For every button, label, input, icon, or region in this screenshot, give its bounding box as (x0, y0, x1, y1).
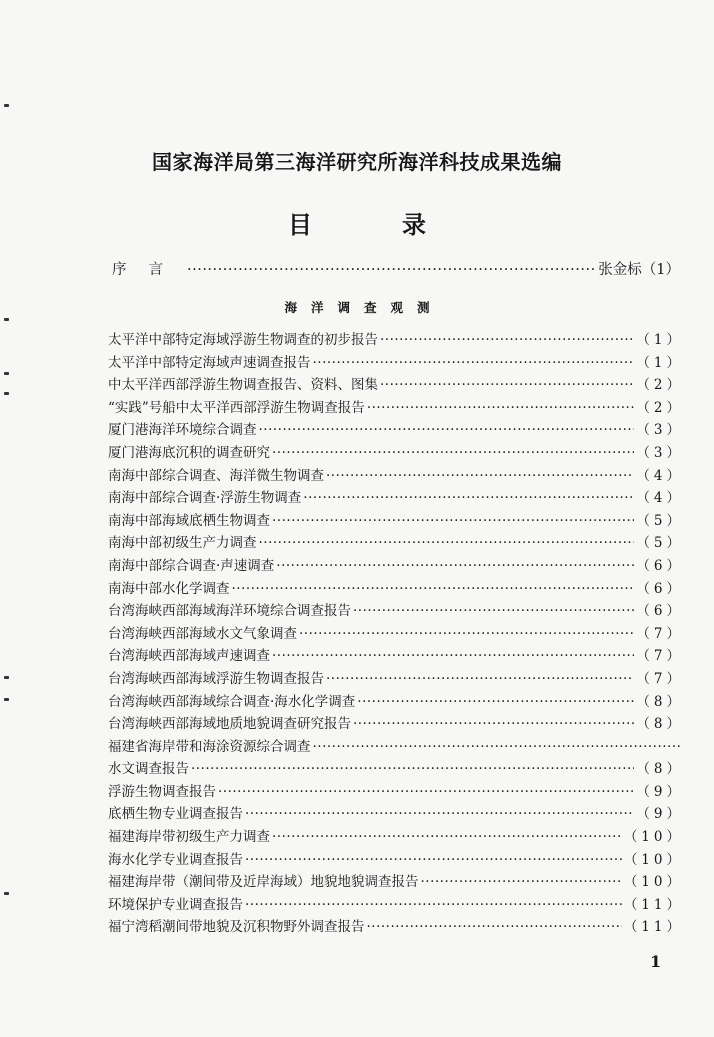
toc-entry[interactable] (108, 644, 684, 667)
dot-leader (380, 332, 634, 348)
toc-entry-page: （7） (636, 648, 684, 665)
toc-entry-page: （11） (623, 896, 684, 913)
toc-entry-title: 底栖生物专业调查报告 (108, 806, 243, 823)
toc-entry-title: 台湾海峡西部海域地质地貌调查研究报告 (108, 716, 351, 733)
dot-leader (232, 581, 635, 597)
toc-entry-title: 南海中部综合调查、海洋微生物调查 (108, 467, 324, 484)
toc-entry-page: （8） (636, 693, 684, 710)
margin-mark (4, 372, 9, 375)
toc-entry[interactable] (108, 486, 684, 509)
toc-entry-page: （1） (636, 332, 684, 348)
toc-entry-page: （4） (636, 467, 684, 484)
toc-entry-page: （9） (636, 783, 684, 800)
toc-entry[interactable] (108, 802, 684, 825)
dot-leader (326, 671, 634, 687)
toc-entry-title: 台湾海峡西部海域浮游生物调查报告 (108, 670, 324, 687)
toc-entry-page: （8） (636, 761, 684, 778)
toc-entry-title: 浮游生物调查报告 (108, 783, 216, 800)
section-heading: 海洋调查观测 (284, 300, 444, 315)
toc-entry[interactable] (108, 757, 684, 780)
toc-entry-page: （6） (636, 580, 684, 597)
toc-entry-page: （9） (636, 806, 684, 823)
margin-mark (4, 676, 9, 679)
toc-entry-title: 南海中部综合调查·声速调查 (108, 557, 275, 574)
toc-entry-list (108, 328, 684, 938)
toc-entry[interactable] (108, 893, 684, 916)
toc-entry[interactable] (108, 690, 684, 713)
preface-label: 序言 (112, 262, 185, 278)
dot-leader (187, 262, 596, 278)
toc-entry-page: （7） (636, 670, 684, 687)
toc-entry-title: 台湾海峡西部海域声速调查 (108, 648, 270, 665)
toc-entry[interactable] (108, 825, 684, 848)
document-title: 国家海洋局第三海洋研究所海洋科技成果选编 (152, 150, 562, 174)
toc-entry[interactable] (108, 577, 684, 600)
toc-entry[interactable] (108, 554, 684, 577)
toc-entry[interactable] (108, 915, 684, 938)
toc-entry[interactable] (108, 531, 684, 554)
toc-entry-page: （10） (623, 851, 684, 868)
toc-entry[interactable] (108, 870, 684, 893)
dot-leader (353, 716, 634, 732)
toc-entry[interactable] (108, 441, 684, 464)
toc-entry-page: （5） (636, 512, 684, 529)
toc-entry[interactable] (108, 622, 684, 645)
margin-mark (4, 104, 9, 107)
dot-leader (272, 513, 634, 529)
page-number: 1 (650, 952, 662, 971)
toc-entry-page: （2） (636, 399, 684, 416)
toc-entry-title: 环境保护专业调查报告 (108, 896, 243, 913)
margin-mark (4, 698, 9, 701)
dot-leader (259, 422, 635, 438)
dot-leader (259, 535, 635, 551)
dot-leader (245, 852, 622, 868)
toc-entry-page: （11） (623, 919, 684, 936)
toc-entry-title: 台湾海峡西部海域水文气象调查 (108, 625, 297, 642)
dot-leader (245, 897, 622, 913)
dot-leader (380, 377, 634, 393)
toc-entry-page: （4） (636, 490, 684, 507)
toc-entry-title: 厦门港海底沉积的调查研究 (108, 444, 270, 461)
toc-entry[interactable] (108, 373, 684, 396)
toc-entry-page: （1） (636, 354, 684, 371)
toc-heading: 目录 (288, 210, 516, 239)
toc-entry[interactable] (108, 712, 684, 735)
toc-entry-title: 福宁湾稻潮间带地貌及沉积物野外调查报告 (108, 919, 365, 936)
dot-leader (313, 355, 635, 371)
toc-entry-title: 福建海岸带（潮间带及近岸海域）地貌地貌调查报告 (108, 874, 419, 891)
toc-entry-title: 南海中部初级生产力调查 (108, 535, 257, 552)
dot-leader (218, 784, 634, 800)
toc-entry-page: （7） (636, 625, 684, 642)
toc-entry[interactable] (108, 848, 684, 871)
dot-leader (272, 648, 634, 664)
toc-entry-title: 太平洋中部特定海域声速调查报告 (108, 354, 311, 371)
toc-entry-title: 台湾海峡西部海域海洋环境综合调查报告 (108, 603, 351, 620)
toc-entry-page: （3） (636, 444, 684, 461)
dot-leader (299, 626, 634, 642)
toc-entry-title: 福建省海岸带和海涂资源综合调查 (108, 738, 311, 755)
toc-entry-title: 台湾海峡西部海域综合调查·海水化学调查 (108, 693, 356, 710)
toc-entry[interactable] (108, 780, 684, 803)
toc-entry-title: 水文调查报告 (108, 761, 189, 778)
toc-entry-page: （8） (636, 716, 684, 733)
toc-entry[interactable] (108, 396, 684, 419)
toc-entry-title: 福建海岸带初级生产力调查 (108, 829, 270, 846)
dot-leader (357, 694, 634, 710)
dot-leader (303, 490, 634, 506)
toc-entry-page: （6） (636, 557, 684, 574)
toc-entry-page: （5） (636, 535, 684, 552)
toc-entry[interactable] (108, 464, 684, 487)
toc-entry-page: （10） (623, 874, 684, 891)
margin-mark (4, 318, 9, 321)
toc-entry-title: 海水化学专业调查报告 (108, 851, 243, 868)
margin-mark (4, 392, 9, 395)
toc-entry-title: 南海中部水化学调查 (108, 580, 230, 597)
toc-entry-page: （6） (636, 603, 684, 620)
dot-leader (353, 603, 634, 619)
toc-entry-title: “实践”号船中太平洋西部浮游生物调查报告 (108, 399, 365, 416)
toc-entry[interactable] (108, 418, 684, 441)
toc-entry[interactable] (108, 599, 684, 622)
toc-entry-title: 南海中部海域底栖生物调查 (108, 512, 270, 529)
toc-entry-page: （3） (636, 422, 684, 439)
dot-leader (367, 400, 635, 416)
toc-entry-title: 中太平洋西部浮游生物调查报告、资料、图集 (108, 377, 378, 394)
toc-entry-title: 南海中部综合调查·浮游生物调查 (108, 490, 302, 507)
toc-entry-title: 太平洋中部特定海域浮游生物调查的初步报告 (108, 332, 378, 348)
toc-entry-title: 厦门港海洋环境综合调查 (108, 422, 257, 439)
dot-leader (421, 874, 622, 890)
dot-leader (276, 558, 634, 574)
toc-entry[interactable] (108, 328, 684, 351)
toc-entry[interactable] (108, 735, 684, 758)
dot-leader (191, 761, 634, 777)
toc-entry-page: （2） (636, 377, 684, 394)
toc-entry[interactable] (108, 351, 684, 374)
preface-entry[interactable] (112, 258, 680, 279)
margin-mark (4, 892, 9, 895)
toc-entry-page: （10） (623, 829, 684, 846)
preface-author-ref: 张金标（1） (598, 262, 680, 278)
toc-entry[interactable] (108, 667, 684, 690)
toc-entry[interactable] (108, 509, 684, 532)
dot-leader (367, 919, 622, 935)
dot-leader (272, 445, 634, 461)
dot-leader (313, 739, 683, 755)
dot-leader (326, 468, 634, 484)
dot-leader (245, 806, 634, 822)
dot-leader (272, 829, 622, 845)
